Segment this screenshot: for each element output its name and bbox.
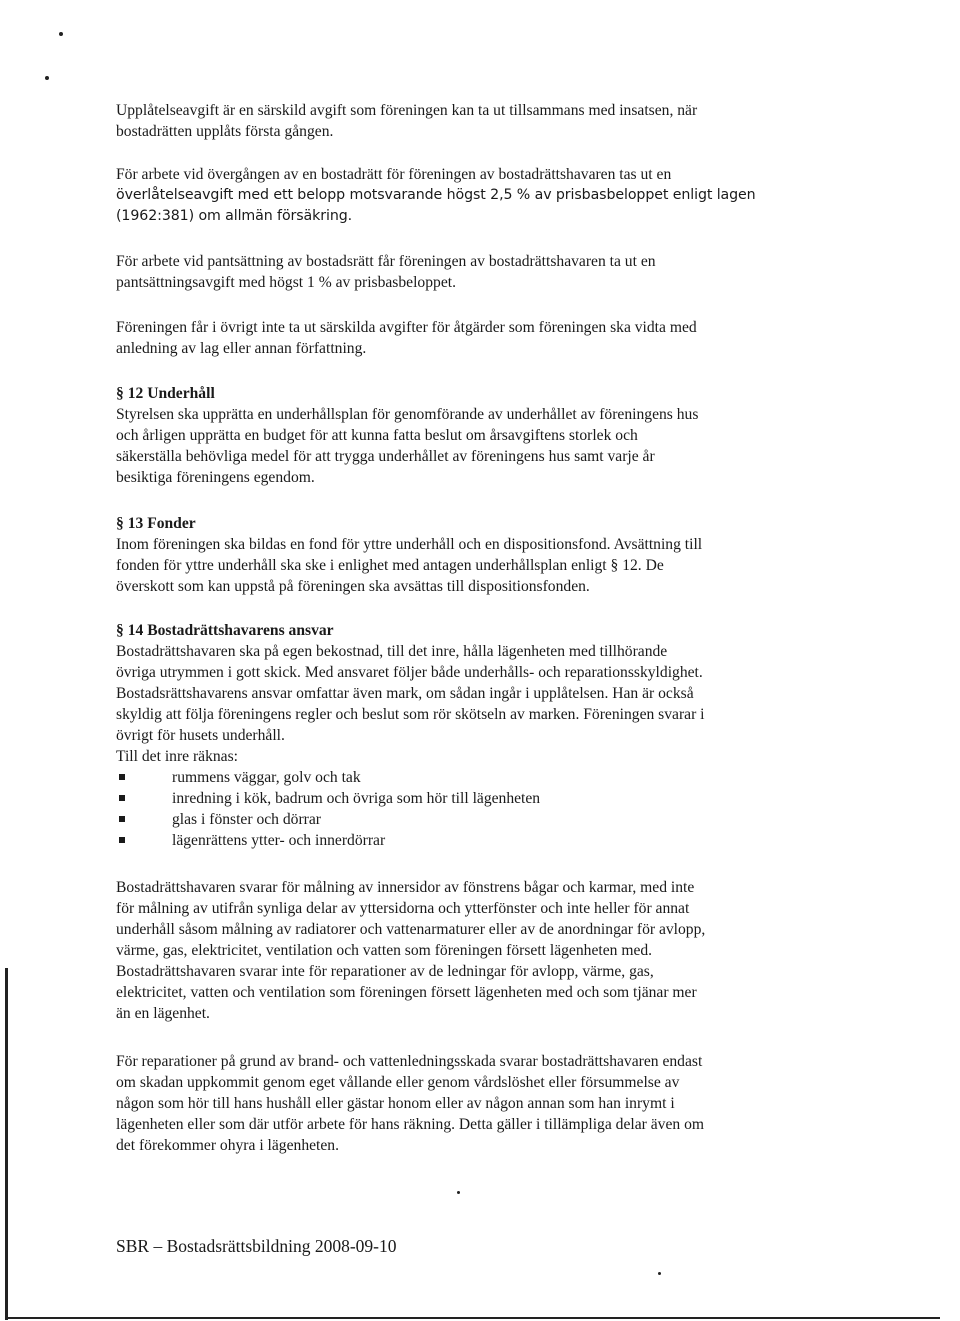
- text-line: överlåtelseavgift med ett belopp motsvarande högst 2,5 % av prisbasbeloppet enligt lagen: [116, 187, 756, 203]
- bullet-icon: [119, 816, 125, 822]
- bullet-icon: [119, 795, 125, 801]
- section-13-fonder: [116, 513, 836, 597]
- text-line: övriga utrymmen i gott skick. Med ansvaret följer både underhålls- och reparationsskyldighet.: [116, 664, 703, 681]
- text-line: överskott som kan uppstå på föreningen ska avsättas till dispositionsfonden.: [116, 578, 590, 595]
- text-line: Upplåtelseavgift är en särskild avgift som föreningen kan ta ut tillsammans med insatsen, när: [116, 102, 698, 119]
- text-line: Bostadsrättshavarens ansvar omfattar även mark, om sådan ingår i upplåtelsen. Han är också: [116, 685, 694, 702]
- text-line: pantsättningsavgift med högst 1 % av prisbasbeloppet.: [116, 274, 456, 291]
- text-line: För arbete vid övergången av en bostadrätt för föreningen av bostadrättshavaren tas ut en: [116, 166, 672, 183]
- scan-speck: [658, 1272, 661, 1275]
- text-line: För reparationer på grund av brand- och vattenledningsskada svarar bostadrättshavaren endast: [116, 1053, 703, 1070]
- paragraph-malning-ansvar: [116, 877, 836, 1024]
- text-line: besiktiga föreningens egendom.: [116, 469, 315, 486]
- list-item: [116, 830, 836, 851]
- list-item-text: glas i fönster och dörrar: [172, 811, 321, 828]
- scan-speck: [59, 32, 63, 36]
- bullet-list: [116, 767, 836, 851]
- section-12-underhall: [116, 383, 836, 488]
- paragraph-overlatelseavgift: [116, 164, 836, 227]
- paragraph-pantsattning: [116, 251, 836, 293]
- page-footer: SBR – Bostadsrättsbildning 2008-09-10: [116, 1236, 397, 1256]
- text-line: det förekommer ohyra i lägenheten.: [116, 1137, 339, 1154]
- section-heading: § 12 Underhåll: [116, 385, 215, 402]
- text-line: underhåll såsom målning av radiatorer och vattenarmaturer eller av de anordningar för avlopp,: [116, 921, 706, 938]
- scan-edge-line: [5, 968, 8, 1320]
- text-line: fonden för yttre underhåll ska ske i enlighet med antagen underhållsplan enligt § 12. De: [116, 557, 664, 574]
- list-item: [116, 809, 836, 830]
- scan-edge-line: [5, 1317, 940, 1319]
- bullet-icon: [119, 774, 125, 780]
- text-line: Bostadrättshavaren svarar för målning av innersidor av fönstrens bågar och karmar, med inte: [116, 879, 695, 896]
- section-heading: § 14 Bostadrättshavarens ansvar: [116, 622, 334, 639]
- text-line: och årligen upprätta en budget för att kunna fatta beslut om årsavgiftens storlek och: [116, 427, 638, 444]
- list-item-text: rummens väggar, golv och tak: [172, 769, 361, 786]
- text-line: anledning av lag eller annan författning.: [116, 340, 367, 357]
- list-item-text: lägenrättens ytter- och innerdörrar: [172, 832, 386, 849]
- text-line: Till det inre räknas:: [116, 748, 238, 765]
- text-line: värme, gas, elektricitet, ventilation och vatten som föreningen försett lägenheten med.: [116, 942, 653, 959]
- paragraph-ovriga-avgifter: [116, 317, 836, 359]
- text-line: säkerställa behövliga medel för att trygga underhållet av föreningens hus samt varje år: [116, 448, 655, 465]
- list-item: [116, 767, 836, 788]
- list-item-text: inredning i kök, badrum och övriga som hör till lägenheten: [172, 790, 541, 807]
- text-line: elektricitet, vatten och ventilation som föreningen försett lägenheten med och som tjänar mer: [116, 984, 697, 1001]
- text-line: bostadrätten upplåts första gången.: [116, 123, 334, 140]
- text-line: Styrelsen ska upprätta en underhållsplan för genomförande av underhållet av föreningens hus: [116, 406, 699, 423]
- text-line: Inom föreningen ska bildas en fond för yttre underhåll och en dispositionsfond. Avsättning till: [116, 536, 703, 553]
- paragraph-upplatelseavgift: [116, 100, 836, 142]
- text-line: övrigt för husets underhåll.: [116, 727, 285, 744]
- bullet-icon: [119, 837, 125, 843]
- text-line: om skadan uppkommit genom eget vållande eller genom vårdslöshet eller försummelse av: [116, 1074, 680, 1091]
- scan-speck: [457, 1191, 460, 1194]
- paragraph-reparationer: [116, 1051, 836, 1156]
- text-line: lägenheten eller som där utför arbete för hans räkning. Detta gäller i tillämpliga delar även om: [116, 1116, 705, 1133]
- text-line: någon som hör till hans hushåll eller gästar honom eller av någon annan som han inrymt i: [116, 1095, 675, 1112]
- text-line: (1962:381) om allmän försäkring.: [116, 208, 353, 224]
- text-line: Föreningen får i övrigt inte ta ut särskilda avgifter för åtgärder som föreningen ska vidta med: [116, 319, 697, 336]
- scan-speck: [45, 76, 49, 80]
- text-line: än en lägenhet.: [116, 1005, 210, 1022]
- section-14-bostadrattshavarens-ansvar: [116, 620, 836, 851]
- text-line: för målning av utifrån synliga delar av yttersidorna och ytterfönster och inte heller för annat: [116, 900, 690, 917]
- list-item: [116, 788, 836, 809]
- text-line: För arbete vid pantsättning av bostadsrätt får föreningen av bostadrättshavaren ta ut en: [116, 253, 656, 270]
- section-heading: § 13 Fonder: [116, 515, 196, 532]
- text-line: Bostadrättshavaren svarar inte för reparationer av de ledningar för avlopp, värme, gas,: [116, 963, 654, 980]
- text-line: skyldig att följa föreningens regler och beslut som rör skötseln av marken. Föreningen svarar i: [116, 706, 705, 723]
- text-line: Bostadrättshavaren ska på egen bekostnad, till det inre, hålla lägenheten med tillhörande: [116, 643, 668, 660]
